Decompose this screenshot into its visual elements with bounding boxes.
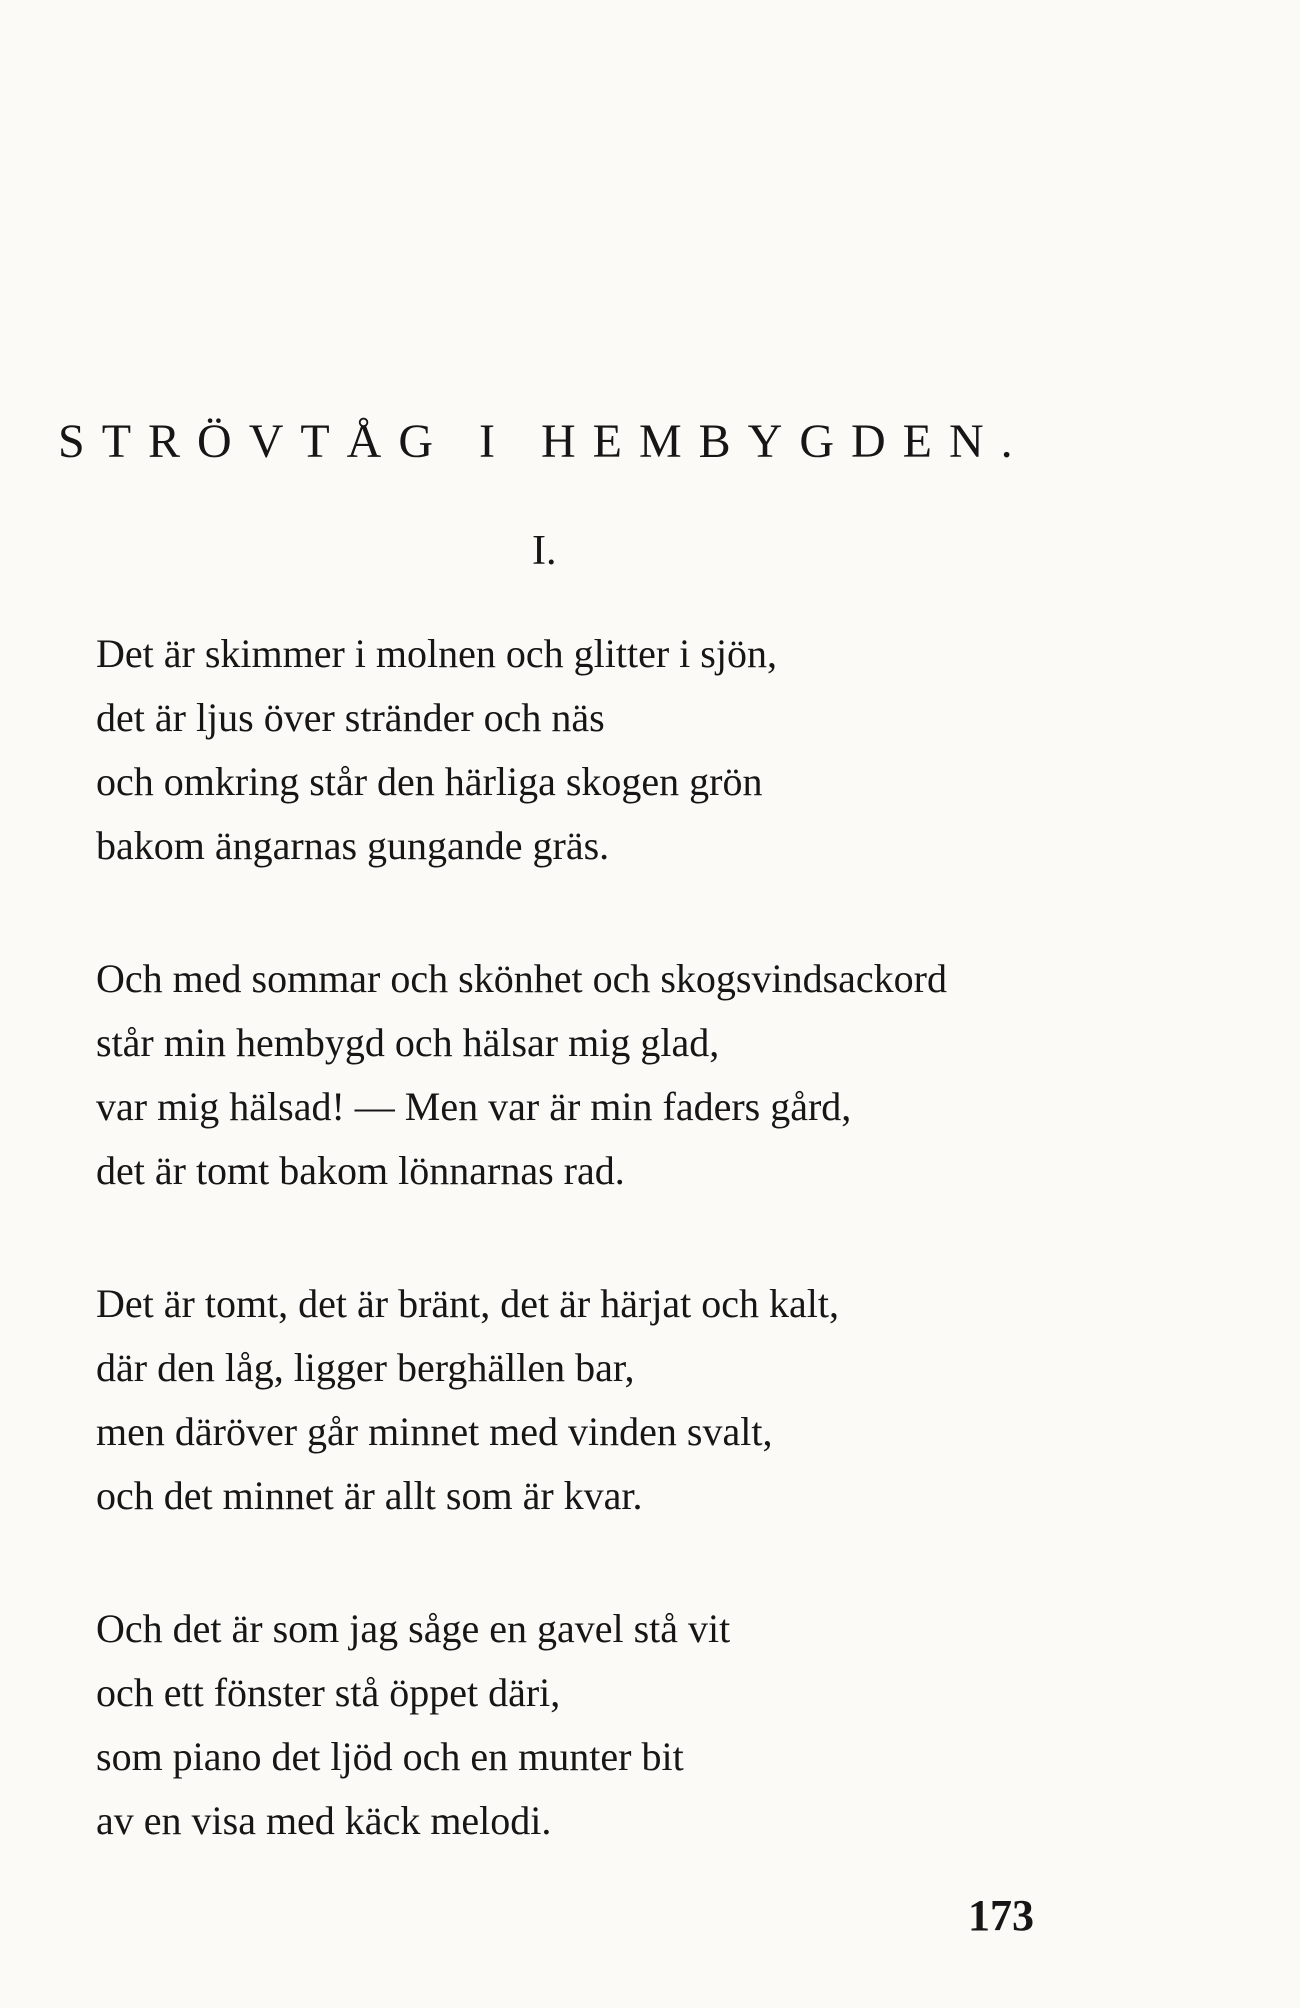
verse-line: och ett fönster stå öppet däri, [96,1670,561,1715]
verse-line: men däröver går minnet med vinden svalt, [96,1409,773,1454]
stanza [96,1597,1226,1853]
verse-line: som piano det ljöd och en munter bit [96,1734,684,1779]
stanza [96,622,1226,878]
verse-line: det är ljus över stränder och näs [96,695,605,740]
verse-line: det är tomt bakom lönnarnas rad. [96,1148,625,1193]
stanza [96,1272,1226,1528]
poem-body [96,622,1226,1922]
verse-line: där den låg, ligger berghällen bar, [96,1345,635,1390]
poem-title: STRÖVTÅG I HEMBYGDEN. [58,415,1030,468]
verse-line: Och med sommar och skönhet och skogsvindsackord [96,956,947,1001]
verse-line: bakom ängarnas gungande gräs. [96,823,610,868]
verse-line: och det minnet är allt som är kvar. [96,1473,643,1518]
verse-line: Det är skimmer i molnen och glitter i sjön, [96,631,777,676]
verse-line: av en visa med käck melodi. [96,1798,552,1843]
section-number: I. [532,528,557,574]
verse-line: och omkring står den härliga skogen grön [96,759,763,804]
verse-line: står min hembygd och hälsar mig glad, [96,1020,720,1065]
verse-line: Och det är som jag såge en gavel stå vit [96,1606,731,1651]
stanza [96,947,1226,1203]
verse-line: Det är tomt, det är bränt, det är härjat och kalt, [96,1281,840,1326]
verse-line: var mig hälsad! — Men var är min faders gård, [96,1084,852,1129]
page-number: 173 [968,1891,1034,1940]
